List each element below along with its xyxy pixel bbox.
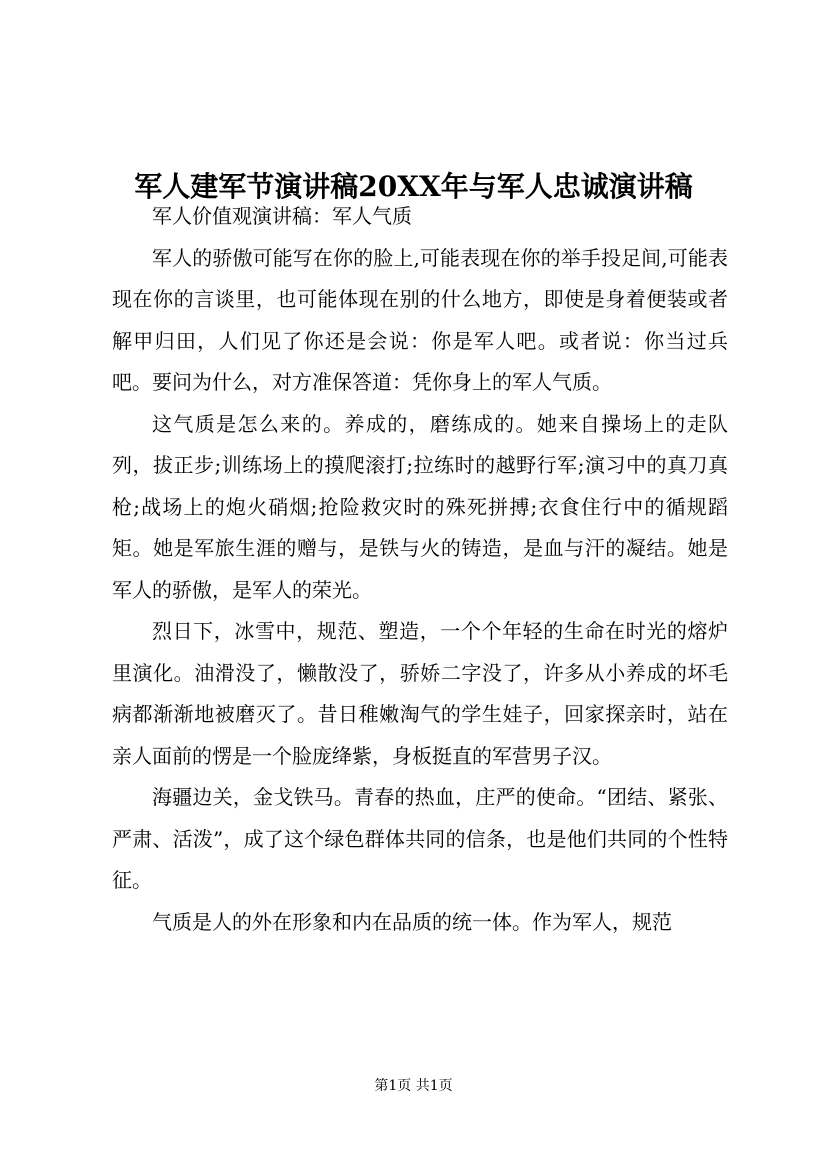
document-title: 军人建军节演讲稿20XX年与军人忠诚演讲稿: [134, 169, 693, 203]
paragraph-4: 海疆边关，金戈铁马。青春的热血，庄严的使命。“团结、紧张、严肃、活泼”，成了这个绿色群体共同的信条，也是他们共同的个性特征。: [112, 785, 728, 892]
paragraph-subtitle: 军人价值观演讲稿：军人气质: [152, 204, 412, 228]
paragraph-2: 这气质是怎么来的。养成的，磨练成的。她来自操场上的走队列，拔正步;训练场上的摸爬滚打;拉练时的越野行军;演习中的真刀真枪;战场上的炮火硝烟;抢险救灾时的殊死拼搏;衣食住行中的循规蹈矩。她是军旅生涯的赠与，是铁与火的铸造，是血与汗的凝结。她是军人的骄傲，是军人的荣光。: [112, 411, 728, 602]
page-footer: 第1页 共1页: [374, 1078, 453, 1094]
paragraph-5: 气质是人的外在形象和内在品质的统一体。作为军人，规范: [152, 909, 672, 934]
document-body: [112, 196, 728, 943]
paragraph-1: 军人的骄傲可能写在你的脸上,可能表现在你的举手投足间,可能表现在你的言谈里，也可能体现在别的什么地方，即使是身着便装或者解甲归田，人们见了你还是会说：你是军人吧。或者说：你当过兵吧。要问为什么，对方准保答道：凭你身上的军人气质。: [112, 245, 728, 394]
paragraph-3: 烈日下，冰雪中，规范、塑造，一个个年轻的生命在时光的熔炉里演化。油滑没了，懒散没了，骄娇二字没了，许多从小养成的坏毛病都渐渐地被磨灭了。昔日稚嫩淘气的学生娃子，回家探亲时，站在亲人面前的愣是一个脸庞绛紫，身板挺直的军营男子汉。: [112, 619, 728, 768]
